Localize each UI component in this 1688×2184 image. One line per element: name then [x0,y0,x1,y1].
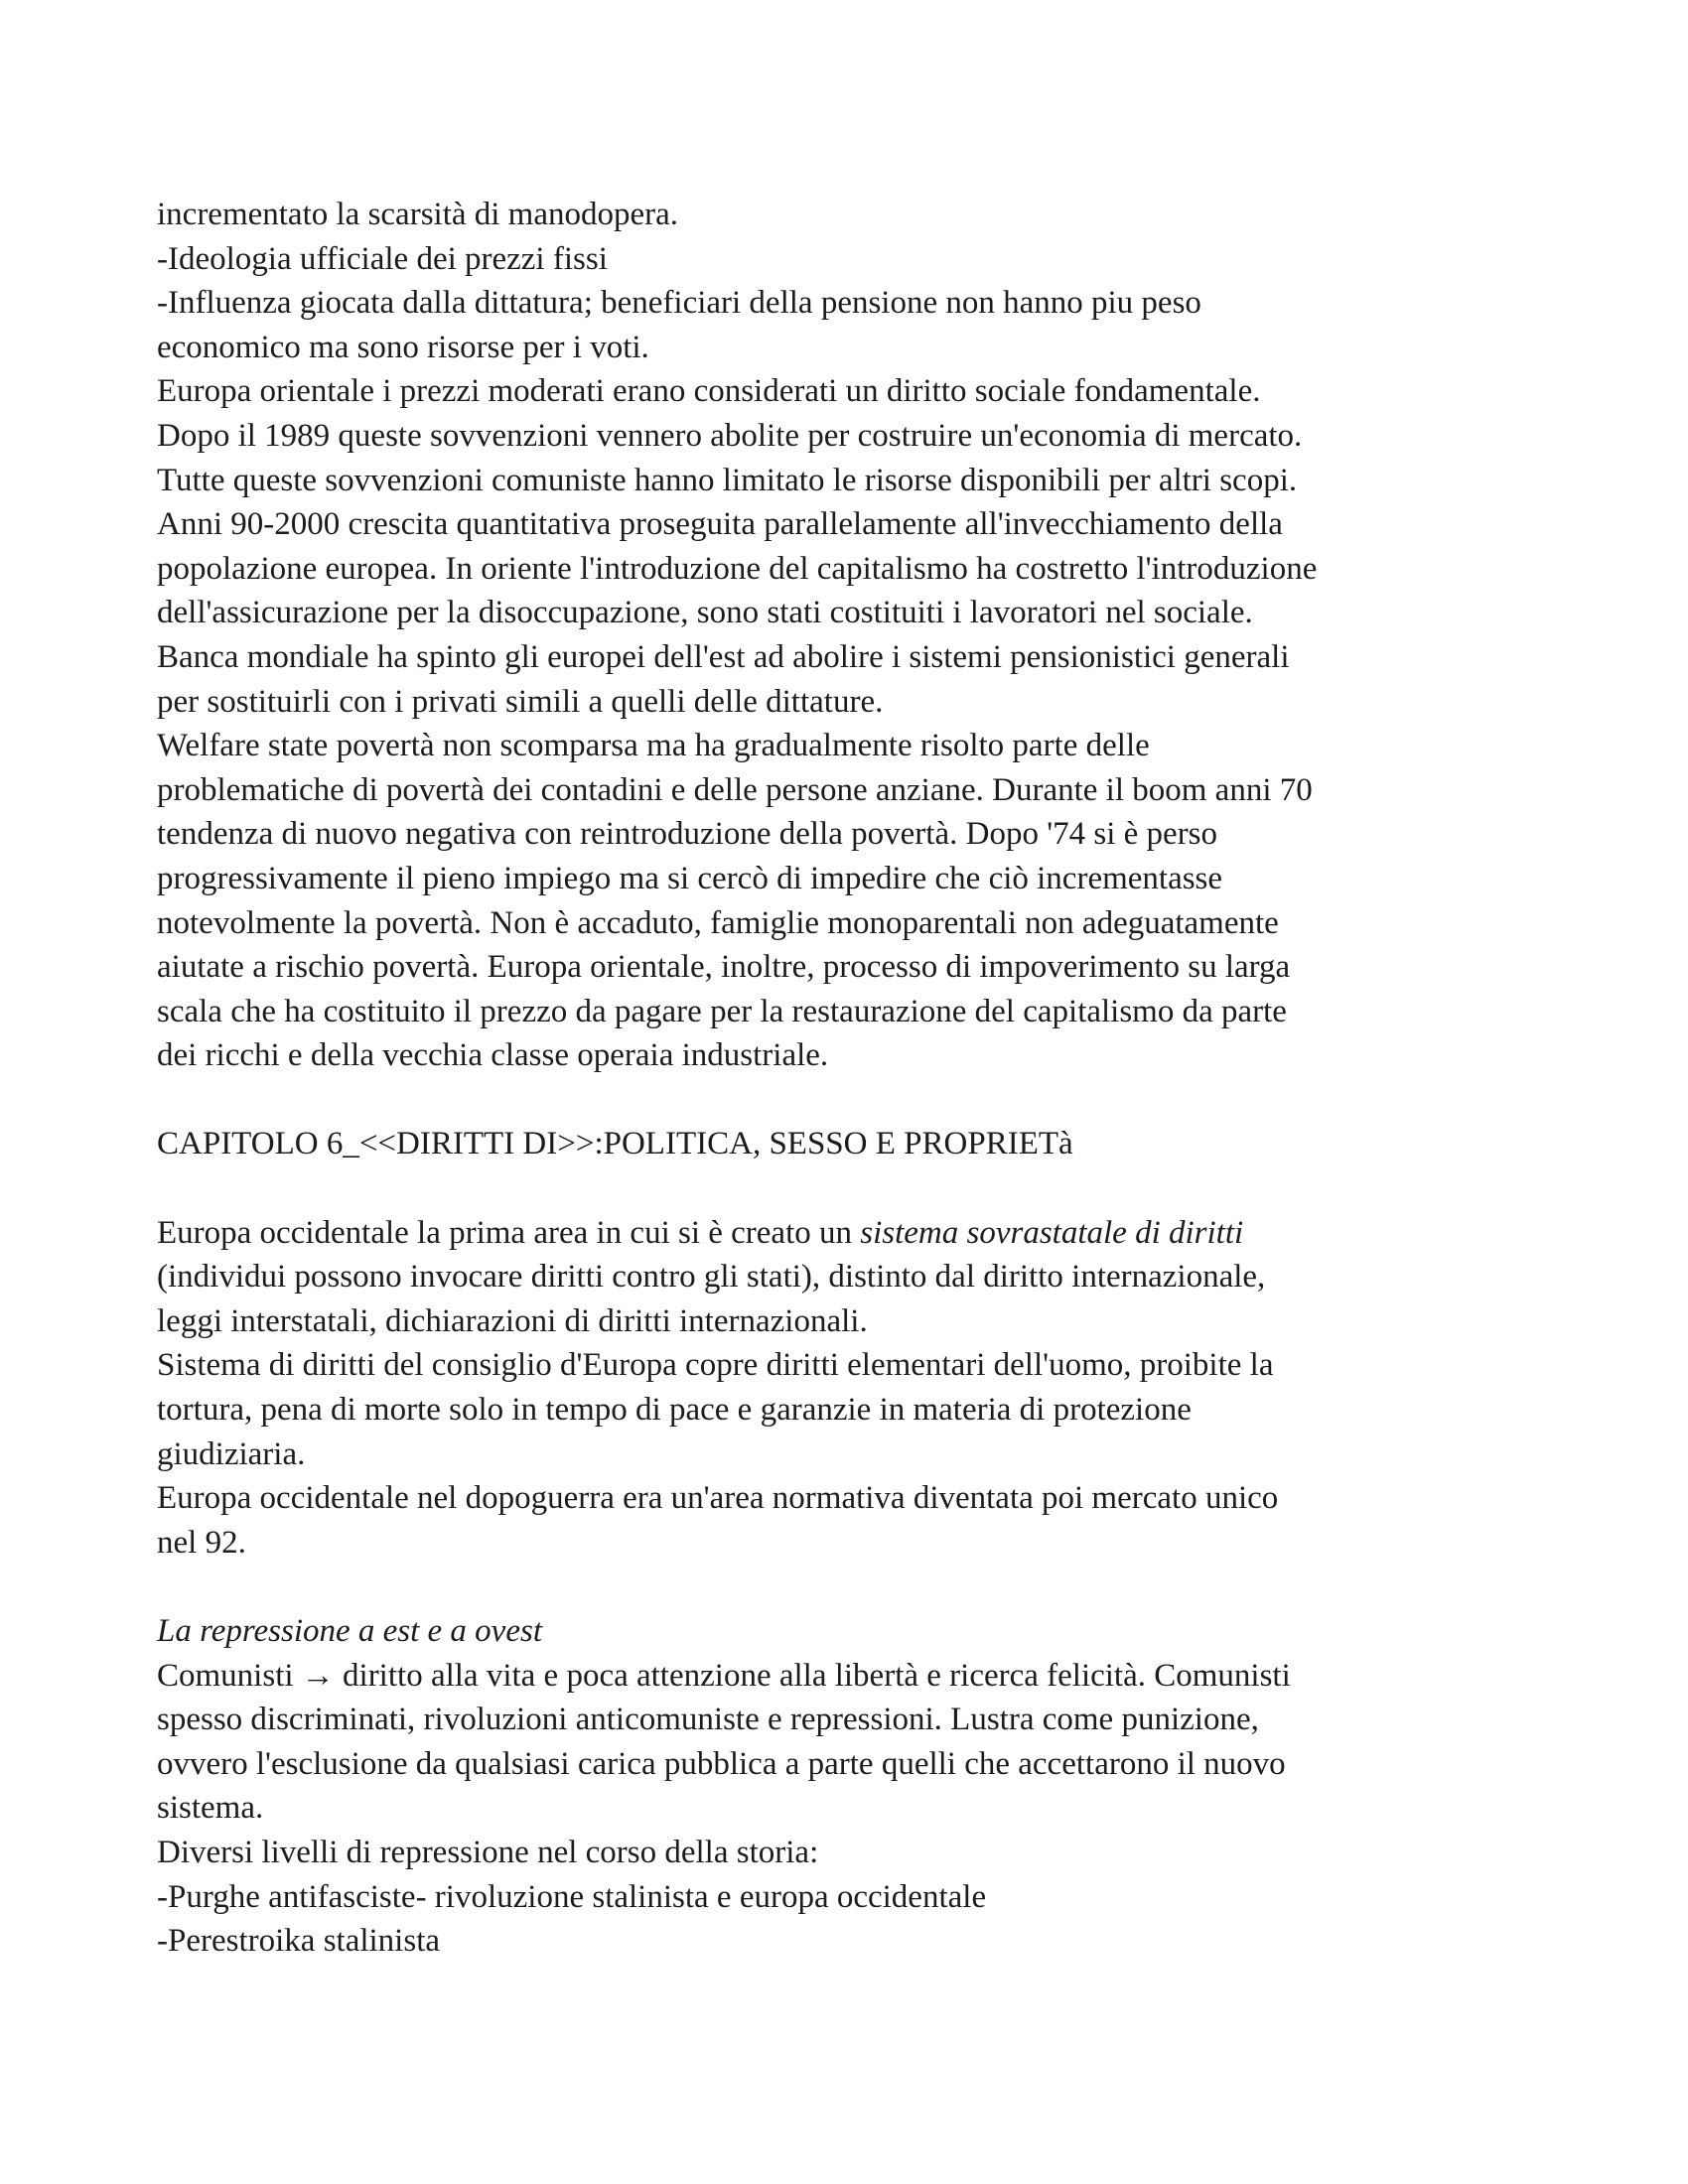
text-line: leggi interstatali, dichiarazioni di diritti internazionali. [157,1302,868,1339]
blank-line [157,1166,1567,1211]
text-run: Europa occidentale la prima area in cui si è creato un [157,1214,861,1251]
text-line: Comunisti → diritto alla vita e poca attenzione alla libertà e ricerca felicità. Comunisti [157,1657,1291,1694]
text-line: tortura, pena di morte solo in tempo di pace e garanzie in materia di protezione [157,1392,1192,1429]
text-line: Welfare state povertà non scomparsa ma ha gradualmente risolto parte delle [157,728,1150,764]
text-line: problematiche di povertà dei contadini e delle persone anziane. Durante il boom anni 70 [157,771,1313,808]
text-line: scala che ha costituito il prezzo da pagare per la restaurazione del capitalismo da parte [157,993,1287,1029]
text-line: sistema. [157,1790,264,1827]
text-line: dei ricchi e della vecchia classe operaia industriale. [157,1037,829,1074]
paragraph-block-repression [157,1654,1567,1964]
text-line: Europa occidentale nel dopoguerra era un'area normativa diventata poi mercato unico [157,1480,1279,1517]
text-line: -Purghe antifasciste- rivoluzione stalinista e europa occidentale [157,1878,987,1915]
text-line: aiutate a rischio povertà. Europa orientale, inoltre, processo di impoverimento su larga [157,949,1291,986]
text-line: -Influenza giocata dalla dittatura; beneficiari della pensione non hanno piu peso [157,285,1201,322]
text-line: Dopo il 1989 queste sovvenzioni vennero abolite per costruire un'economia di mercato. [157,417,1303,454]
text-line: Diversi livelli di repressione nel corso della storia: [157,1834,819,1870]
text-line: Europa orientale i prezzi moderati erano considerati un diritto sociale fondamentale. [157,373,1261,410]
document-page [157,193,1567,1964]
text-line [157,1211,1567,1256]
text-line: Anni 90-2000 crescita quantitativa proseguita parallelamente all'invecchiamento della [157,506,1283,543]
text-line: economico ma sono risorse per i voti. [157,329,649,365]
paragraph-block-welfare [157,193,1567,1078]
blank-line [157,1078,1567,1123]
emphasis-term: sistema sovrastatale di diritti [860,1214,1244,1251]
section-heading: La repressione a est e a ovest [157,1613,542,1649]
text-line: dell'assicurazione per la disoccupazione, sono stati costituiti i lavoratori nel sociale. [157,595,1253,631]
text-line: incrementato la scarsità di manodopera. [157,197,679,232]
text-line: giudiziaria. [157,1435,306,1472]
text-line: notevolmente la povertà. Non è accaduto, famiglie monoparentali non adeguatamente [157,904,1279,941]
text-line: -Perestroika stalinista [157,1923,441,1960]
text-line: progressivamente il pieno impiego ma si cercò di impedire che ciò incrementasse [157,860,1223,896]
text-line: Tutte queste sovvenzioni comuniste hanno limitato le risorse disponibili per altri scopi. [157,462,1298,498]
blank-line [157,1565,1567,1609]
chapter-heading: CAPITOLO 6_<<DIRITTI DI>>:POLITICA, SESSO E PROPRIETà [157,1126,1073,1162]
paragraph-block-rights [157,1211,1567,1566]
text-line: Sistema di diritti del consiglio d'Europa copre diritti elementari dell'uomo, proibite la [157,1347,1274,1384]
text-line: tendenza di nuovo negativa con reintroduzione della povertà. Dopo '74 si è perso [157,816,1218,853]
text-line: Banca mondiale ha spinto gli europei dell'est ad abolire i sistemi pensionistici generali [157,638,1290,675]
text-line: per sostituirli con i privati simili a quelli delle dittature. [157,683,884,720]
text-line: spesso discriminati, rivoluzioni anticomuniste e repressioni. Lustra come punizione, [157,1702,1259,1738]
text-line: nel 92. [157,1524,246,1561]
text-line: -Ideologia ufficiale dei prezzi fissi [157,240,608,277]
text-line: ovvero l'esclusione da qualsiasi carica pubblica a parte quelli che accettarono il nuovo [157,1745,1286,1782]
text-line: (individui possono invocare diritti contro gli stati), distinto dal diritto internazionale, [157,1259,1266,1296]
text-line: popolazione europea. In oriente l'introduzione del capitalismo ha costretto l'introduzione [157,550,1318,587]
